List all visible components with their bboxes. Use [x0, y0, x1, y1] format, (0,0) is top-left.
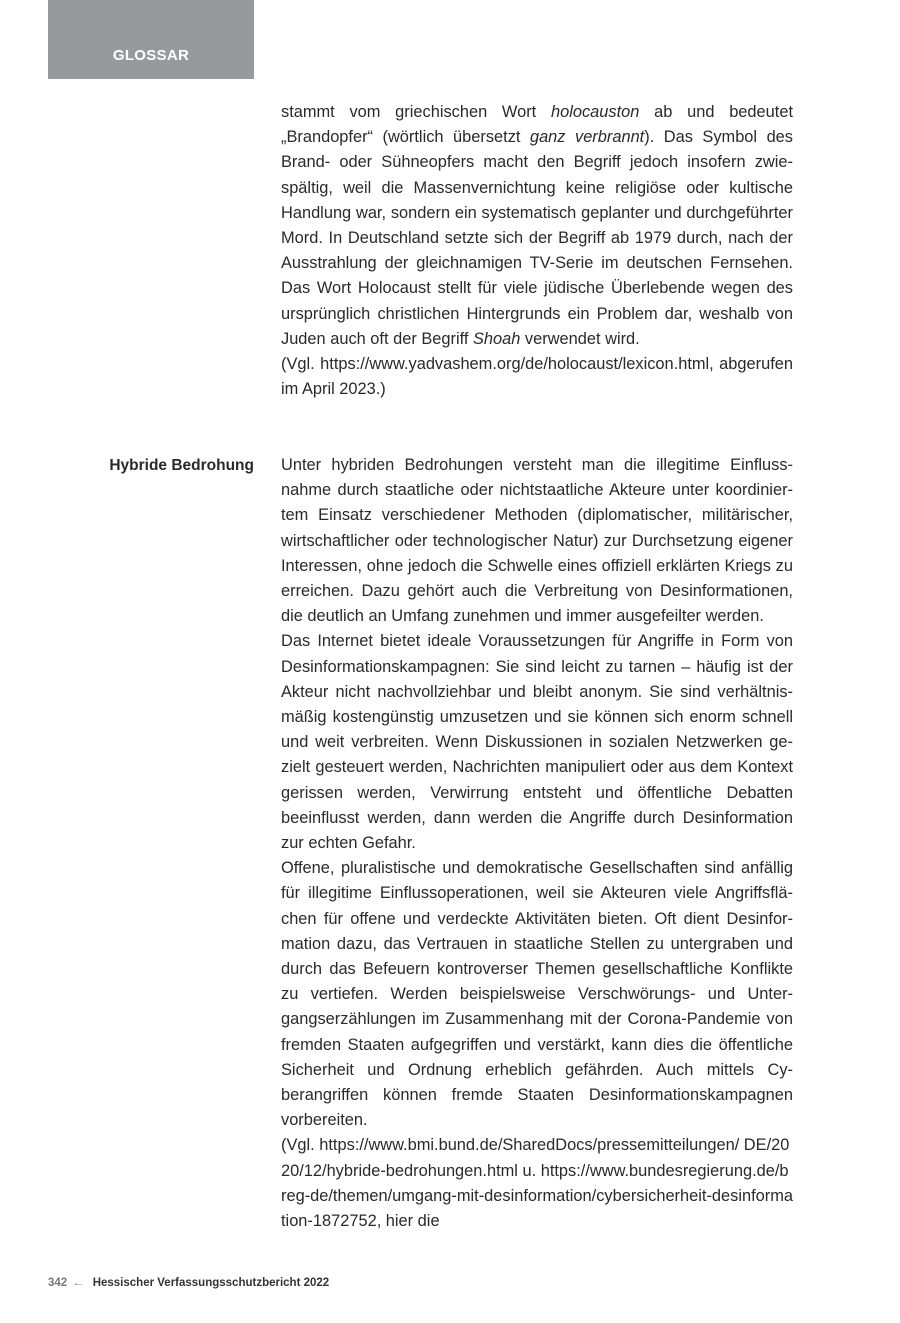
definition-paragraph — [281, 1133, 793, 1234]
text-segment: Das Internet bietet ideale Voraussetzungen für Angriffe in Form von Desinformationskampagnen: Sie sind leicht zu tarnen – häufig ist der Akteur nicht nachvollziehbar und bleibt anonym. Sie sind verhältnismäßig kostengünstig umzusetzen und sie können sich enorm schnell und weit verbreiten. Wenn Diskussionen in sozialen Netzwerken gezielt gesteuert werden, Nachrichten manipuliert oder aus dem Kontext gerissen werden, Verwirrung entsteht und öffentliche Debatten beeinflusst werden, dann werden die Angriffe durch Desinformation zur echten Gefahr. — [281, 632, 793, 853]
definition-paragraph — [281, 100, 793, 352]
page-number: 342 — [48, 1277, 68, 1289]
italic-term: Shoah — [472, 329, 521, 348]
arrow-left-icon[interactable]: ← — [72, 1277, 84, 1289]
entry-hybride-bedrohung-definition — [281, 453, 793, 1234]
section-tab — [48, 0, 254, 79]
section-label: GLOSSAR — [112, 47, 190, 64]
text-segment: ab und bedeutet „Brandopfer“ (wörtlich übersetzt — [281, 103, 793, 147]
text-segment: Offene, pluralistische und demokratische Gesellschaften sind anfällig für illegitime Einflussoperationen, weil sie Akteuren viele Angriffsflächen für offene und verdeckte Aktivitäten bieten. Oft dient Desinformation dazu, das Vertrauen in staatliche Stellen zu untergraben und durch das Befeuern kontroverser Themen gesellschaftliche Konflikte zu vertiefen. Werden beispielsweise Verschwörungs- und Untergangserzählungen im Zusammenhang mit der Corona-Pandemie von fremden Staaten aufgegriffen und verstärkt, kann dies die öffentliche Sicherheit und Ordnung erheblich gefährden. Auch mittels Cyberangriffen können fremde Staaten Desinformationskampagnen vorbereiten. — [281, 859, 793, 1130]
definition-paragraph — [281, 856, 793, 1133]
text-segment: (Vgl. https://www.bmi.bund.de/SharedDocs/pressemitteilungen/ DE/2020/12/hybride-bedrohungen.html u. https://www.bundesregierung.de/breg-de/themen/umgang-mit-desinformation/cybersicherheit-desinformation-1872752, hier die — [281, 1136, 793, 1231]
text-segment: (Vgl. https://www.yadvashem.org/de/holocaust/lexicon.html, abgerufen im April 2023.) — [281, 355, 793, 399]
text-segment: stammt vom griechischen Wort — [281, 103, 551, 121]
text-segment: verwendet wird. — [520, 329, 640, 348]
definition-paragraph — [281, 453, 793, 629]
italic-term: ganz verbrannt — [529, 128, 645, 147]
definition-paragraph — [281, 629, 793, 856]
italic-term: holocauston — [550, 103, 640, 121]
text-segment: Unter hybriden Bedrohungen versteht man die illegitime Einflussnahme durch staatliche oder nichtstaatliche Akteure unter koordiniertem Einsatz verschiedener Methoden (diplomatischer, militärischer, wirtschaftlicher oder technologischer Natur) zur Durchsetzung eigener Interessen, ohne jedoch die Schwelle eines offiziell erklärten Kriegs zu erreichen. Dazu gehört auch die Verbreitung von Desinformationen, die deutlich an Umfang zunehmen und immer ausgefeilter werden. — [281, 456, 793, 626]
glossary-term-hybride-bedrohung: Hybride Bedrohung — [109, 457, 254, 474]
publication-title: Hessischer Verfassungsschutzbericht 2022 — [92, 1277, 330, 1289]
entry-holocaust-continued — [281, 100, 793, 402]
page-footer — [48, 1277, 329, 1289]
definition-paragraph — [281, 352, 793, 402]
text-segment: ). Das Symbol des Brand- oder Sühneopfers macht den Begriff jedoch insofern zwiespältig, weil die Massenvernichtung keine religiöse oder kultische Handlung war, sondern ein systematisch geplanter und durchgeführter Mord. In Deutschland setzte sich der Begriff ab 1979 durch, nach der Ausstrahlung der gleichnamigen TV-Serie im deutschen Fernsehen. Das Wort Holocaust stellt für viele jüdische Überlebende wegen des ursprünglich christlichen Hintergrunds ein Problem dar, weshalb von Juden auch oft der Begriff — [281, 128, 793, 348]
